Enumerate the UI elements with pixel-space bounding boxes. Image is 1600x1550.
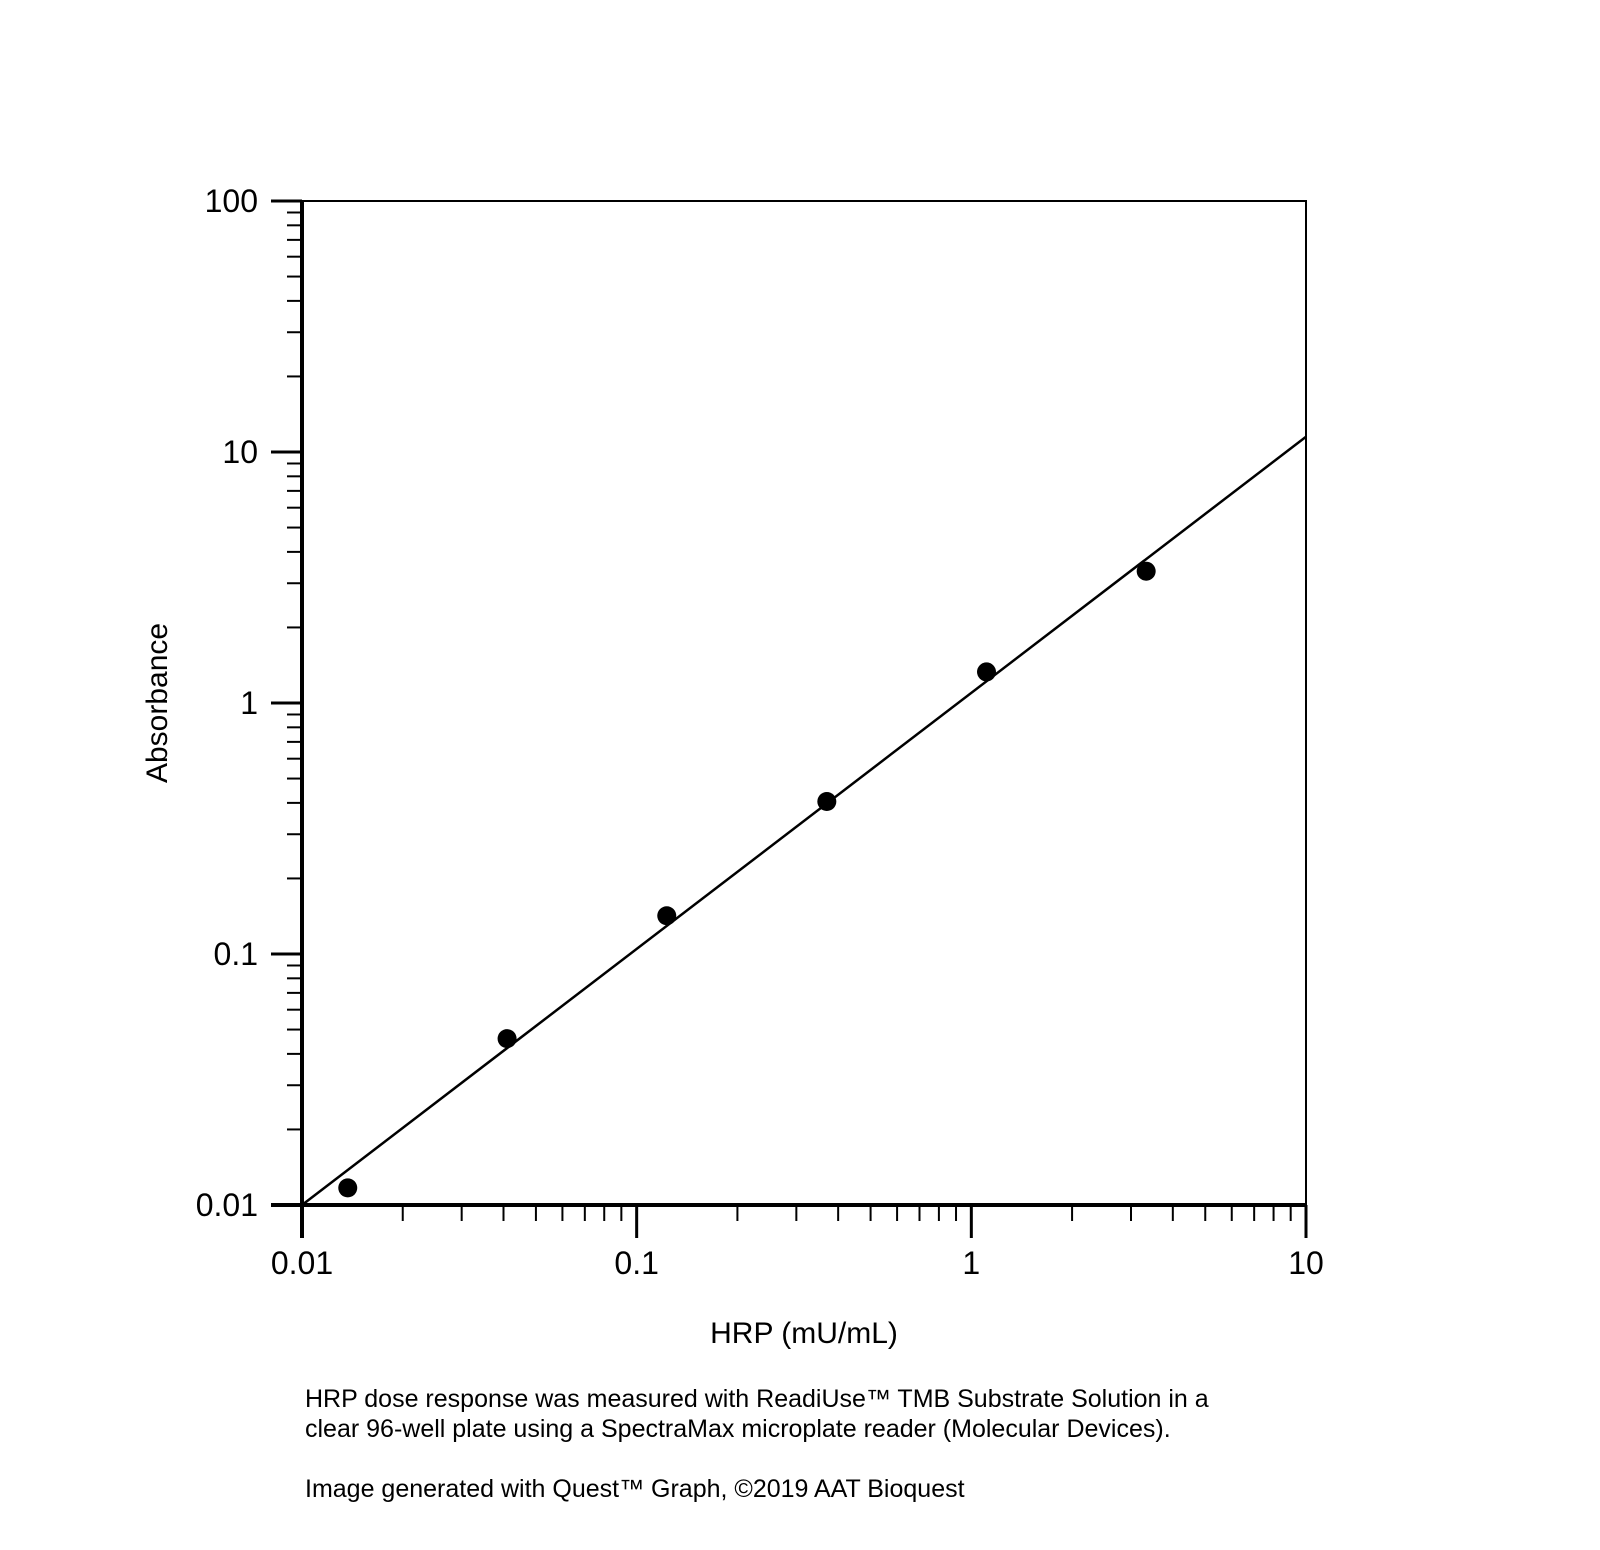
x-minor-ticks: [403, 1205, 1291, 1221]
y-minor-ticks: [287, 212, 302, 1129]
data-point: [817, 792, 836, 811]
caption-credit: Image generated with Quest™ Graph, ©2019 AAT Bioquest: [305, 1475, 965, 1503]
y-axis-label: Absorbance: [141, 622, 174, 784]
plot-frame: [302, 201, 1306, 1205]
x-axis-label: HRP (mU/mL): [710, 1317, 898, 1350]
x-tick-label: 10: [1288, 1245, 1324, 1281]
data-point: [338, 1178, 357, 1197]
data-point: [977, 662, 996, 681]
y-tick-label: 0.01: [195, 1187, 258, 1223]
data-point: [498, 1029, 517, 1048]
caption-line-2: clear 96-well plate using a SpectraMax microplate reader (Molecular Devices).: [305, 1415, 1171, 1443]
y-tick-label: 0.1: [213, 936, 258, 972]
x-major-ticks: [302, 1205, 1306, 1238]
data-points: [338, 562, 1155, 1198]
y-tick-label: 1: [240, 685, 258, 721]
y-tick-label: 100: [204, 183, 258, 219]
y-tick-labels: [196, 183, 258, 1223]
fit-lines: [302, 437, 1306, 1205]
x-tick-label: 1: [962, 1245, 981, 1281]
caption-line-1: HRP dose response was measured with ReadiUse™ TMB Substrate Solution in a: [305, 1385, 1209, 1413]
x-tick-labels: [271, 1245, 1324, 1281]
x-tick-label: 0.01: [270, 1245, 334, 1281]
x-tick-label: 0.1: [614, 1245, 659, 1281]
fit-line: [302, 437, 1306, 1205]
data-point: [657, 906, 676, 925]
data-point: [1137, 562, 1156, 581]
y-tick-label: 10: [222, 434, 258, 470]
